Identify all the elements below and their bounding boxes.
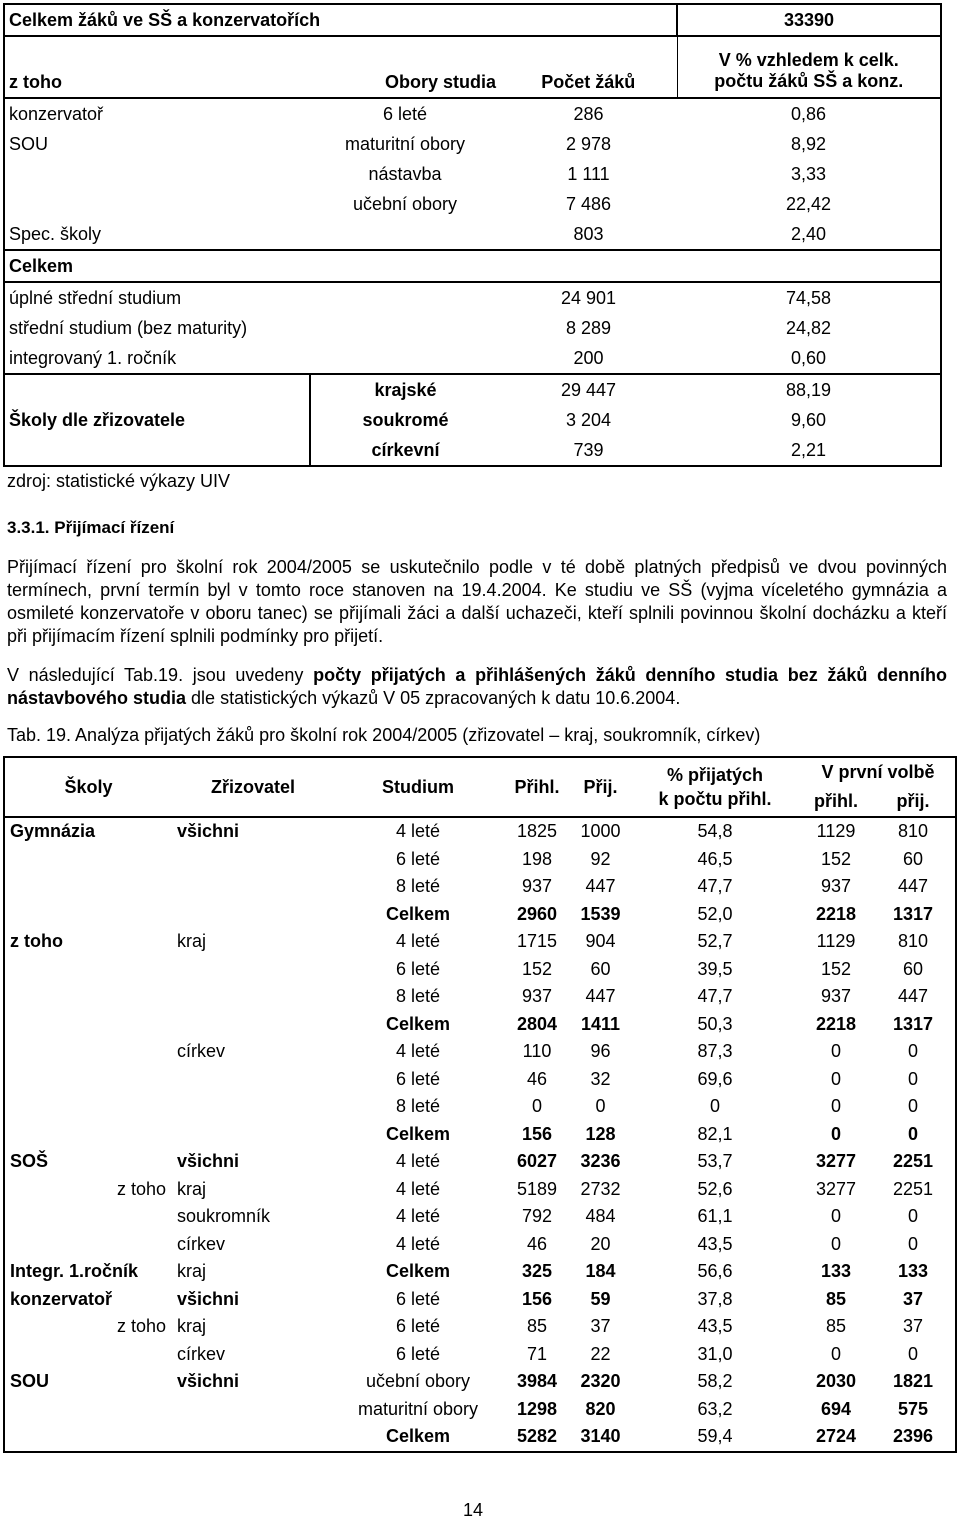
cell-admitted: 37 <box>590 1316 611 1337</box>
intro-paragraph: Přijímací řízení pro školní rok 2004/2005 se uskutečnilo podle v té době platných předpisů ve dvou povinných termínech, první termín byl v tomto roce stanoven na 19.4.2004. Ke studiu ve SŠ (vyjma víceletého gymnázia a osmileté konzervatoře v oboru tanec) se přijímali žáci a další uchazeči, kteří splnili povinnou školní docházku a kteří při přijímacím řízení splnili podmínky pro přijetí. <box>7 557 947 646</box>
cell-school: z toho <box>10 931 63 952</box>
founder-type: krajské <box>310 374 500 405</box>
cell-applied: 46 <box>526 1233 548 1254</box>
cell-founder: soukromník <box>177 1206 271 1227</box>
col-header-first-choice-prihl: přihl. <box>814 791 858 811</box>
cell-percent: 39,5 <box>697 958 733 979</box>
cell-admitted: 447 <box>585 986 616 1007</box>
cell-first-choice-applied: 85 <box>825 1316 847 1337</box>
cell-first-choice-admitted: 2251 <box>892 1151 934 1172</box>
cell-first-choice-applied: 3277 <box>815 1151 857 1172</box>
row-count: 1 111 <box>567 164 610 184</box>
cell-applied: 2960 <box>516 903 558 924</box>
cell-applied: 198 <box>521 848 553 869</box>
cell-admitted: 92 <box>590 848 611 869</box>
admissions-table <box>3 756 957 1453</box>
cell-applied: 3984 <box>516 1371 558 1392</box>
cell-school: z toho <box>116 1178 166 1199</box>
table-row <box>4 846 956 874</box>
cell-percent: 53,7 <box>697 1151 733 1172</box>
cell-school <box>4 956 172 984</box>
row-obor: učební obory <box>352 194 458 214</box>
cell-admitted: 1539 <box>580 903 621 924</box>
header-percent <box>677 36 941 98</box>
founder-type: soukromé <box>310 405 500 435</box>
cell-percent: 87,3 <box>697 1041 733 1062</box>
cell-first-choice-applied: 2218 <box>815 903 857 924</box>
cell-school: SOŠ <box>10 1151 49 1172</box>
cell-first-choice-applied: 2724 <box>815 1426 857 1447</box>
cell-founder <box>172 873 334 901</box>
cell-founder: všichni <box>177 1151 240 1172</box>
col-header-skoly: Školy <box>64 777 113 797</box>
cell-percent: 59,4 <box>697 1426 733 1447</box>
row-count: 2 978 <box>565 134 612 154</box>
cell-percent: 61,1 <box>697 1206 733 1227</box>
cell-first-choice-admitted: 447 <box>897 986 929 1007</box>
cell-first-choice-applied: 0 <box>830 1206 841 1227</box>
cell-first-choice-admitted: 575 <box>897 1398 929 1419</box>
study-type-percent: 74,58 <box>785 288 832 308</box>
table-row <box>4 1368 956 1396</box>
row-percent: 8,92 <box>790 134 827 154</box>
cell-first-choice-applied: 0 <box>830 1233 841 1254</box>
cell-school <box>4 1341 172 1369</box>
study-type-count: 8 289 <box>565 318 612 338</box>
cell-study: 4 leté <box>395 1233 441 1254</box>
study-type-percent: 0,60 <box>790 348 827 368</box>
cell-study: Celkem <box>385 1426 451 1447</box>
cell-first-choice-applied: 937 <box>820 986 852 1007</box>
founder-count: 29 447 <box>560 380 617 400</box>
cell-study: Celkem <box>385 1123 451 1144</box>
cell-study: Celkem <box>385 1013 451 1034</box>
table-row <box>4 901 956 929</box>
cell-applied: 71 <box>526 1343 548 1364</box>
cell-percent: 43,5 <box>697 1316 733 1337</box>
cell-first-choice-applied: 152 <box>820 958 852 979</box>
cell-founder <box>172 1396 334 1424</box>
cell-school <box>4 1121 172 1149</box>
cell-admitted: 0 <box>595 1096 606 1117</box>
cell-percent: 47,7 <box>697 986 733 1007</box>
students-summary-table <box>3 3 942 467</box>
cell-applied: 46 <box>526 1068 548 1089</box>
cell-first-choice-applied: 0 <box>830 1068 841 1089</box>
cell-admitted: 59 <box>590 1288 611 1309</box>
cell-school <box>4 1011 172 1039</box>
source-note: zdroj: statistické výkazy UIV <box>7 471 231 491</box>
founder-percent: 2,21 <box>677 435 941 466</box>
study-type-percent: 24,82 <box>785 318 832 338</box>
cell-admitted: 904 <box>585 931 616 952</box>
col-header-percent-line2: k počtu přihl. <box>658 789 772 809</box>
row-percent: 3,33 <box>790 164 827 184</box>
founder-count: 3 204 <box>565 410 612 430</box>
cell-school: SOU <box>10 1371 50 1392</box>
cell-percent: 50,3 <box>697 1013 733 1034</box>
table-row <box>4 983 956 1011</box>
table-row <box>4 1286 956 1314</box>
cell-study: 4 leté <box>395 1151 441 1172</box>
cell-percent: 37,8 <box>697 1288 733 1309</box>
header-pocet: Počet žáků <box>500 36 677 98</box>
cell-applied: 1298 <box>516 1398 558 1419</box>
table-row <box>4 1148 956 1176</box>
cell-applied: 792 <box>521 1206 553 1227</box>
row-label: Spec. školy <box>9 224 102 244</box>
cell-founder <box>172 1066 334 1094</box>
row-obor <box>310 219 500 250</box>
header-percent-line1: V % vzhledem k celk. <box>718 50 899 70</box>
cell-study: 4 leté <box>395 1178 441 1199</box>
cell-first-choice-applied: 0 <box>830 1041 841 1062</box>
table-intro-emphasis: počty přijatých a přihlášených žáků denního studia bez žáků denního nástavbového studia <box>7 665 947 708</box>
table-row <box>4 1231 956 1259</box>
cell-applied: 156 <box>521 1288 553 1309</box>
cell-applied: 5189 <box>516 1178 558 1199</box>
cell-applied: 110 <box>522 1041 552 1062</box>
cell-study: 4 leté <box>395 1041 441 1062</box>
cell-founder <box>172 1423 334 1452</box>
cell-first-choice-admitted: 60 <box>902 848 924 869</box>
cell-founder <box>172 1011 334 1039</box>
cell-first-choice-admitted: 1317 <box>892 1013 934 1034</box>
cell-applied: 156 <box>521 1123 553 1144</box>
row-label <box>4 189 310 219</box>
cell-school <box>4 1038 172 1066</box>
cell-admitted: 447 <box>585 876 616 897</box>
table-row <box>4 1423 956 1452</box>
study-type-label: integrovaný 1. ročník <box>9 348 177 368</box>
cell-founder: církev <box>177 1041 226 1062</box>
header-ztoho: z toho <box>9 72 62 92</box>
cell-founder: kraj <box>177 1178 207 1199</box>
cell-first-choice-admitted: 0 <box>907 1068 918 1089</box>
cell-first-choice-admitted: 37 <box>902 1288 924 1309</box>
cell-study: 6 leté <box>395 1068 441 1089</box>
cell-founder: kraj <box>177 1316 207 1337</box>
cell-first-choice-applied: 0 <box>830 1096 841 1117</box>
cell-founder: kraj <box>177 1261 207 1282</box>
cell-school <box>4 1423 172 1452</box>
cell-percent: 56,6 <box>697 1261 733 1282</box>
header-percent-line2: počtu žáků SŠ a konz. <box>714 71 904 91</box>
cell-admitted: 184 <box>585 1261 616 1282</box>
cell-first-choice-admitted: 1317 <box>892 903 934 924</box>
founder-percent: 9,60 <box>677 405 941 435</box>
cell-first-choice-applied: 694 <box>820 1398 852 1419</box>
col-header-zrizovatel: Zřizovatel <box>210 776 296 797</box>
cell-study: 6 leté <box>395 1288 441 1309</box>
cell-first-choice-applied: 1129 <box>816 821 856 842</box>
table-row <box>4 1038 956 1066</box>
cell-percent: 0 <box>709 1096 720 1117</box>
row-count: 286 <box>573 104 604 124</box>
cell-first-choice-applied: 937 <box>820 876 852 897</box>
cell-first-choice-admitted: 0 <box>907 1343 918 1364</box>
cell-study: Celkem <box>385 903 451 924</box>
table-row <box>4 1121 956 1149</box>
cell-founder: všichni <box>177 1371 240 1392</box>
cell-school: z toho <box>116 1316 166 1337</box>
cell-admitted: 2732 <box>580 1178 621 1199</box>
cell-applied: 152 <box>521 958 553 979</box>
cell-percent: 43,5 <box>697 1233 733 1254</box>
cell-first-choice-applied: 0 <box>830 1343 841 1364</box>
col-header-percent-line1: % přijatých <box>666 765 764 785</box>
table-intro-paragraph <box>7 664 947 710</box>
cell-admitted: 2320 <box>580 1371 621 1392</box>
cell-first-choice-applied: 133 <box>820 1261 852 1282</box>
row-percent: 22,42 <box>785 194 832 214</box>
summary-total: 33390 <box>677 4 941 36</box>
cell-first-choice-admitted: 810 <box>897 821 929 842</box>
admissions-table-body <box>4 817 956 1452</box>
cell-applied: 937 <box>521 986 553 1007</box>
cell-study: 4 leté <box>395 1206 441 1227</box>
cell-first-choice-admitted: 133 <box>897 1261 929 1282</box>
cell-admitted: 60 <box>590 958 611 979</box>
cell-school <box>4 983 172 1011</box>
cell-study: 4 leté <box>395 821 441 842</box>
cell-school: Gymnázia <box>10 821 96 842</box>
cell-applied: 0 <box>531 1096 542 1117</box>
cell-school <box>4 1396 172 1424</box>
row-label: SOU <box>9 134 49 154</box>
cell-study: 8 leté <box>395 876 441 897</box>
cell-first-choice-admitted: 1821 <box>892 1371 934 1392</box>
cell-applied: 2804 <box>516 1013 558 1034</box>
cell-applied: 1715 <box>516 931 558 952</box>
study-type-count: 200 <box>573 348 604 368</box>
table-row <box>4 928 956 956</box>
row-percent: 0,86 <box>790 104 827 124</box>
cell-admitted: 96 <box>590 1041 611 1062</box>
founder-percent: 88,19 <box>677 374 941 405</box>
cell-percent: 63,2 <box>697 1398 733 1419</box>
table-row <box>4 817 956 846</box>
cell-first-choice-admitted: 2251 <box>892 1178 934 1199</box>
cell-school <box>4 1203 172 1231</box>
row-percent: 2,40 <box>790 224 827 244</box>
table-row <box>4 956 956 984</box>
cell-founder: církev <box>177 1233 226 1254</box>
table-row <box>4 1313 956 1341</box>
cell-school <box>4 873 172 901</box>
section-heading: 3.3.1. Přijímací řízení <box>7 518 175 537</box>
cell-admitted: 1411 <box>580 1013 621 1034</box>
cell-first-choice-applied: 0 <box>830 1123 841 1144</box>
cell-percent: 52,0 <box>697 903 733 924</box>
cell-applied: 937 <box>521 876 553 897</box>
table-row <box>4 1341 956 1369</box>
cell-first-choice-applied: 85 <box>825 1288 847 1309</box>
cell-admitted: 22 <box>590 1343 611 1364</box>
cell-founder <box>172 956 334 984</box>
cell-founder <box>172 1121 334 1149</box>
table-row <box>4 1396 956 1424</box>
cell-applied: 85 <box>526 1316 548 1337</box>
row-obor: maturitní obory <box>344 134 466 154</box>
col-header-percent <box>629 757 801 817</box>
col-header-first-choice-prij: přij. <box>896 791 930 811</box>
col-header-first-choice: V první volbě <box>821 762 935 782</box>
cell-school <box>4 1066 172 1094</box>
cell-founder <box>172 983 334 1011</box>
cell-first-choice-admitted: 0 <box>907 1041 918 1062</box>
cell-first-choice-applied: 2030 <box>815 1371 857 1392</box>
cell-applied: 1825 <box>516 821 558 842</box>
cell-applied: 6027 <box>516 1151 558 1172</box>
cell-founder: kraj <box>177 931 207 952</box>
cell-study: 4 leté <box>395 931 441 952</box>
founder-label: Školy dle zřizovatele <box>4 374 310 466</box>
cell-percent: 54,8 <box>697 821 733 842</box>
celkem-label: Celkem <box>9 256 74 276</box>
cell-percent: 69,6 <box>697 1068 733 1089</box>
col-header-studium: Studium <box>382 776 454 797</box>
cell-study: 8 leté <box>395 986 441 1007</box>
cell-admitted: 128 <box>585 1123 616 1144</box>
col-header-prihl: Přihl. <box>514 776 560 797</box>
cell-percent: 58,2 <box>697 1371 733 1392</box>
row-count: 7 486 <box>565 194 612 214</box>
cell-founder <box>172 901 334 929</box>
cell-first-choice-admitted: 2396 <box>892 1426 934 1447</box>
table-intro-part3: dle statistických výkazů V 05 zpracovaných k datu 10.6.2004. <box>186 688 681 708</box>
cell-first-choice-admitted: 0 <box>907 1096 918 1117</box>
founder-count: 739 <box>573 440 604 460</box>
cell-founder: všichni <box>177 1288 240 1309</box>
study-type-label: úplné střední studium <box>9 288 182 308</box>
cell-school <box>4 1093 172 1121</box>
cell-percent: 52,6 <box>697 1178 733 1199</box>
cell-first-choice-admitted: 37 <box>902 1316 924 1337</box>
cell-first-choice-admitted: 0 <box>907 1206 918 1227</box>
cell-study: Celkem <box>385 1261 451 1282</box>
cell-percent: 47,7 <box>697 876 733 897</box>
cell-school: konzervatoř <box>10 1288 113 1309</box>
cell-study: maturitní obory <box>357 1398 479 1419</box>
header-obory: Obory studia <box>384 72 496 92</box>
table-row <box>4 1066 956 1094</box>
table-intro-part1: V následující Tab.19. jsou uvedeny <box>7 665 314 685</box>
table-caption: Tab. 19. Analýza přijatých žáků pro školní rok 2004/2005 (zřizovatel – kraj, soukromník, církev) <box>7 725 761 745</box>
cell-first-choice-applied: 3277 <box>815 1178 857 1199</box>
summary-title: Celkem žáků ve SŠ a konzervatořích <box>4 4 677 36</box>
cell-founder <box>172 846 334 874</box>
cell-applied: 5282 <box>516 1426 558 1447</box>
cell-first-choice-applied: 152 <box>820 848 852 869</box>
table-row <box>4 1258 956 1286</box>
cell-school: Integr. 1.ročník <box>10 1261 139 1282</box>
cell-first-choice-admitted: 447 <box>897 876 929 897</box>
founder-type: církevní <box>310 435 500 466</box>
cell-percent: 82,1 <box>697 1123 733 1144</box>
cell-school <box>4 1231 172 1259</box>
cell-study: 6 leté <box>395 958 441 979</box>
cell-admitted: 32 <box>590 1068 611 1089</box>
table-row <box>4 1093 956 1121</box>
cell-admitted: 820 <box>585 1398 616 1419</box>
row-obor: 6 leté <box>382 104 428 124</box>
cell-admitted: 1000 <box>580 821 621 842</box>
cell-admitted: 20 <box>590 1233 611 1254</box>
cell-admitted: 3236 <box>580 1151 621 1172</box>
row-label: konzervatoř <box>9 104 104 124</box>
cell-school <box>4 846 172 874</box>
cell-admitted: 3140 <box>580 1426 621 1447</box>
table-row <box>4 1176 956 1204</box>
cell-first-choice-admitted: 60 <box>902 958 924 979</box>
cell-study: 6 leté <box>395 848 441 869</box>
col-header-prij: Přij. <box>583 776 618 797</box>
table-row <box>4 1011 956 1039</box>
cell-first-choice-admitted: 0 <box>907 1233 918 1254</box>
row-obor: nástavba <box>368 164 442 184</box>
cell-study: 6 leté <box>395 1316 441 1337</box>
cell-founder: církev <box>177 1343 226 1364</box>
page-number: 14 <box>463 1500 484 1520</box>
cell-first-choice-applied: 2218 <box>815 1013 857 1034</box>
cell-percent: 46,5 <box>697 848 733 869</box>
table-row <box>4 873 956 901</box>
cell-percent: 52,7 <box>697 931 733 952</box>
cell-applied: 325 <box>521 1261 553 1282</box>
cell-founder: všichni <box>177 821 240 842</box>
cell-admitted: 484 <box>585 1206 616 1227</box>
cell-first-choice-applied: 1129 <box>816 931 856 952</box>
cell-founder <box>172 1093 334 1121</box>
cell-school <box>4 901 172 929</box>
cell-study: 8 leté <box>395 1096 441 1117</box>
cell-first-choice-admitted: 810 <box>897 931 929 952</box>
table-row <box>4 1203 956 1231</box>
cell-percent: 31,0 <box>697 1343 733 1364</box>
cell-first-choice-admitted: 0 <box>907 1123 918 1144</box>
cell-study: učební obory <box>365 1371 471 1392</box>
cell-study: 6 leté <box>395 1343 441 1364</box>
study-type-label: střední studium (bez maturity) <box>9 318 248 338</box>
row-label <box>4 159 310 189</box>
row-count: 803 <box>573 224 604 244</box>
study-type-count: 24 901 <box>560 288 617 308</box>
